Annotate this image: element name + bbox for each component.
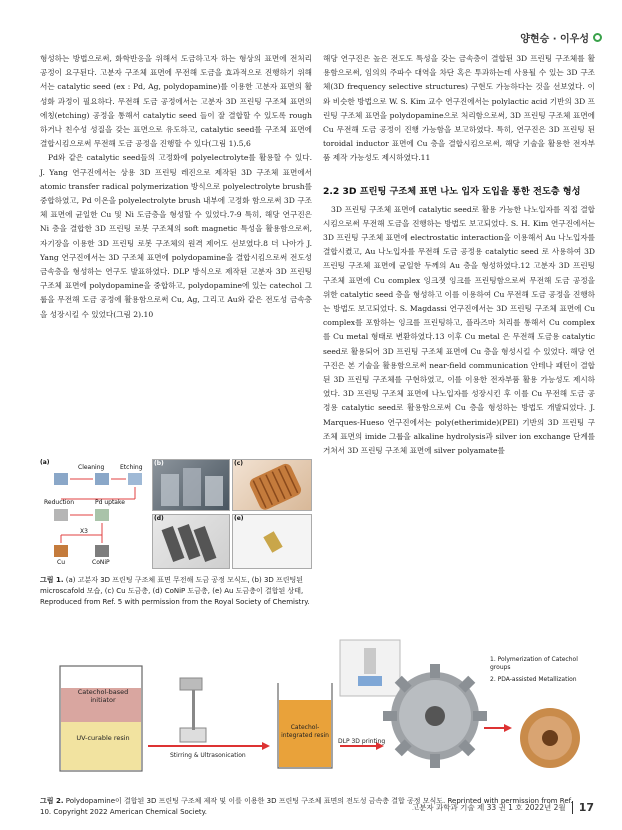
figure-1-label-d: (d): [154, 515, 164, 522]
multiplier-label: X3: [80, 528, 88, 535]
left-column: [40, 52, 312, 322]
figure-1: [40, 459, 312, 569]
scaffold-image: [153, 460, 231, 512]
figure-1-caption-text: (a) 고분자 3D 프린팅 구조체 표면 무전해 도금 공정 모식도, (b) 3D 프린팅된 microscafold 모습, (c) Cu 도금층, (d) CoNiP 도금층, (e) Au 도금층이 결합된 상태, Reproduced from Ref. 5 with permission from the Royal Society of Chemistry.: [40, 576, 310, 606]
cube-icon: [95, 509, 109, 521]
gear-icon: [383, 664, 487, 768]
figure-1a-schematic: [40, 459, 150, 569]
left-paragraph-2: Pd와 같은 catalytic seed들의 고정화에 polyelectrolyte를 활용할 수 있다. J. Yang 연구진에서는 상용 3D 프린팅 레진으로 제작된 3D 구조체 표면에서 atomic transfer radical polymerization 방식으로 polyelectrolyte brush를 중합하였고, Pd 이온을 polyelectrolyte brush 내부에 고정화 함으로써 3D 구조체 표면에 균일한 Cu 및 Ni 도금층을 형성할 수 있었다.7-9 특히, 해당 연구진은 Ni 층을 결합한 3D 프린팅 로봇 구조체의 soft magnetic 특성을 활용함으로써, 자기장을 이용한 3D 프린팅 로봇 구조체의 원격 제어도 선보였다.8 더 나아가 J. Yang 연구진에서는 3D 구조체 표면에 polydopamine을 결합시킴으로써 전도성 금속층을 형성하는 연구도 발표하였다. DLP 방식으로 제작된 고분자 3D 프린팅 구조체 표면에 polydopamine을 중합하고, polydopamine에 있는 catechol 그룹을 무전해 도금 공정에 활용함으로써 Cu, Ag, 그리고 Au와 같은 전도성 금속층을 성장시킬 수 있었다(그림 2).10: [40, 153, 312, 319]
beaker-bottom-label: UV-curable resin: [76, 734, 130, 742]
arrowhead: [504, 724, 512, 732]
figure-1e-photo: [232, 514, 312, 569]
beaker-top-label: Catechol-based initiator: [77, 688, 129, 704]
resin-label: Catechol-integrated resin: [281, 724, 329, 739]
cube-icon: [128, 473, 142, 485]
right-paragraph-2: 3D 프린팅 구조체 표면에 catalytic seed로 활용 가능한 나노입자를 직접 결합시킴으로써 무전해 도금을 진행하는 방법도 보고되었다. S. H. Kim 연구진에서는 3D 프린팅 구조체 표면에 electrostatic interaction을 이용해서 Au 나노입자를 결합시켰고, Au 나노입자를 무전해 도금 공정용 catalytic seed 로 사용하여 3D 프린팅 구조체 표면에 균일한 두께의 Au 층을 형성하였다.12 고분자 3D 프린팅 구조체 표면에 Cu complex 잉크젯 잉크를 프린팅함으로써 무전해 도금 공정을 위한 catalytic seed 층을 형성하고 이를 이용하여 Cu 무전해 도금 공정을 진행하는 방법도 보고되었다. S. Magdassi 연구진에서는 3D 프린팅 구조체 표면에 Cu complex를 포함하는 잉크를 프린팅하고, 플라즈마 처리를 통해서 Cu complex를 Cu metal 형태로 변환하였다.13 이후 Cu metal 은 무전해 도금용 catalytic seed로 활용되어 3D 프린팅 구조체 표면에 Cu 층을 형성시킬 수 있었다. 해당 연구진은 본 기술을 활용함으로써 near-field communication 안테나 패턴이 결합된 3D 프린팅 구조체를 구현하였고, 이를 이용한 전자부품 활용 가능성도 제시하였다. 3D 프린팅 구조체 표면에 나노입자를 성장시킨 후 이를 Cu 무전해 도금 공정용 catalytic seed로 활용함으로써 Cu 층을 형성하는 방법도 개발되었다. J. Marques-Hueso 연구진에서는 poly(etherimide)(PEI) 기반의 3D 프린팅 구조체 표면의 imide 그룹을 alkaline hydrolysis과 silver ion exchange 단계를 거쳐서 3D 프린팅 구조체 표면에 silver polyamate를: [323, 204, 595, 456]
cube-cu-icon: [54, 545, 68, 557]
cube-conip-icon: [95, 545, 109, 557]
step-label-cu: Cu: [57, 559, 65, 566]
figure-1-label-b: (b): [154, 460, 164, 467]
arrowhead: [262, 742, 270, 750]
figure-2: [40, 638, 585, 788]
figure-2-caption-label: 그림 2.: [40, 797, 64, 805]
figure-1d-photo: [152, 514, 230, 569]
step2-label: DLP 3D printing: [338, 738, 386, 745]
cu-coating-image: [233, 460, 313, 512]
step-label-etching: Etching: [120, 464, 143, 471]
figure-2-caption-text: Polydopamine이 결합된 3D 프린팅 구조체 제작 및 이를 이용한 3D 프린팅 구조체 표면의 전도성 금속층 결합 공정 모식도. Reprinted with permission from Ref. 10. Copyright 2022 American Chemical Society.: [40, 797, 573, 816]
cube-icon: [54, 473, 68, 485]
conip-coating-image: [153, 515, 231, 570]
right-column: [323, 52, 595, 458]
running-header: [520, 30, 602, 45]
dlp-printer-icon: [340, 640, 400, 696]
figure-1-label-c: (c): [234, 460, 244, 467]
post-step-2-label: 2. PDA-assisted Metallization: [490, 676, 577, 683]
au-coating-image: [233, 515, 313, 570]
figure-1-label-e: (e): [234, 515, 244, 522]
header-circle-icon: [593, 33, 602, 42]
step-label-cleaning: Cleaning: [78, 464, 105, 471]
beaker-icon: [60, 666, 142, 771]
stirrer-icon: [180, 678, 206, 742]
cube-icon: [95, 473, 109, 485]
step1-label: Stirring & Ultrasonication: [170, 752, 246, 759]
page-footer: [412, 801, 594, 814]
step-label-conip: CoNiP: [92, 559, 110, 566]
left-paragraph-1: 형성하는 방법으로써, 화학반응을 위해서 도금하고자 하는 형상의 표면에 전처리 공정이 요구된다. 고분자 구조체 표면에 무전해 도금을 효과적으로 진행하기 위해서는 catalytic seed (ex : Pd, Ag, polydopamine)를 이용한 고분자 표면의 활성화 과정이 필요하다. 무전해 도금 공정에서는 고분자 3D 프린팅 구조체 표면의 에칭(etching) 공정을 통해서 catalytic seed 들이 잘 결합할 수 있도록 rough 하거나 친수성 성질을 갖는 표면으로 유도하고, catalytic seed를 구조체 표면에 결합시킴으로써 무전해 도금 공정을 진행할 수 있다(그림 1).5,6: [40, 54, 312, 149]
figure-1-label-a: (a): [40, 459, 50, 466]
right-paragraph-1: 해당 연구진은 높은 전도도 특성을 갖는 금속층이 결합된 3D 프린팅 구조체를 활용함으로써, 임의의 주파수 대역을 차단 혹은 투과하는데 사용될 수 있는 3D 구조체(3D frequency selective structures) 구현도 가능하다는 것을 선보였다. 이와 비슷한 방법으로 W. S. Kim 교수 연구진에서는 polylactic acid 기반의 3D 프린팅 구조체 표면을 polydopamine으로 처리함으로써, 3D 프린팅 구조체 표면에 Cu 무전해 도금 공정이 진행 가능함을 보고하였다. 특히, 연구진은 3D 프린팅 된 toroidal inductor 표면에 Cu 층을 결합시킴으로써, 해당 기술을 활용한 전자부품 제작 가능성도 제시하였다.11: [323, 54, 595, 163]
figure-1-caption-label: 그림 1.: [40, 576, 64, 584]
step-label-pd-uptake: Pd uptake: [95, 499, 125, 506]
metallized-gear-icon: [520, 708, 580, 768]
page-number: 17: [572, 801, 594, 814]
figure-1-caption: [40, 575, 312, 608]
journal-info: 고분자 과학과 기술 제 33 권 1 호 2022년 2월: [411, 803, 566, 812]
section-heading: 2.2 3D 프린팅 구조체 표면 나노 입자 도입을 통한 전도층 형성: [323, 185, 581, 197]
header-authors: 양현승 · 이우성: [520, 34, 589, 45]
post-step-1-label: 1. Polymerization of Catechol groups: [490, 656, 578, 671]
step-label-reduction: Reduction: [44, 499, 74, 506]
cube-icon: [54, 509, 68, 521]
figure-1c-photo: [232, 459, 312, 511]
